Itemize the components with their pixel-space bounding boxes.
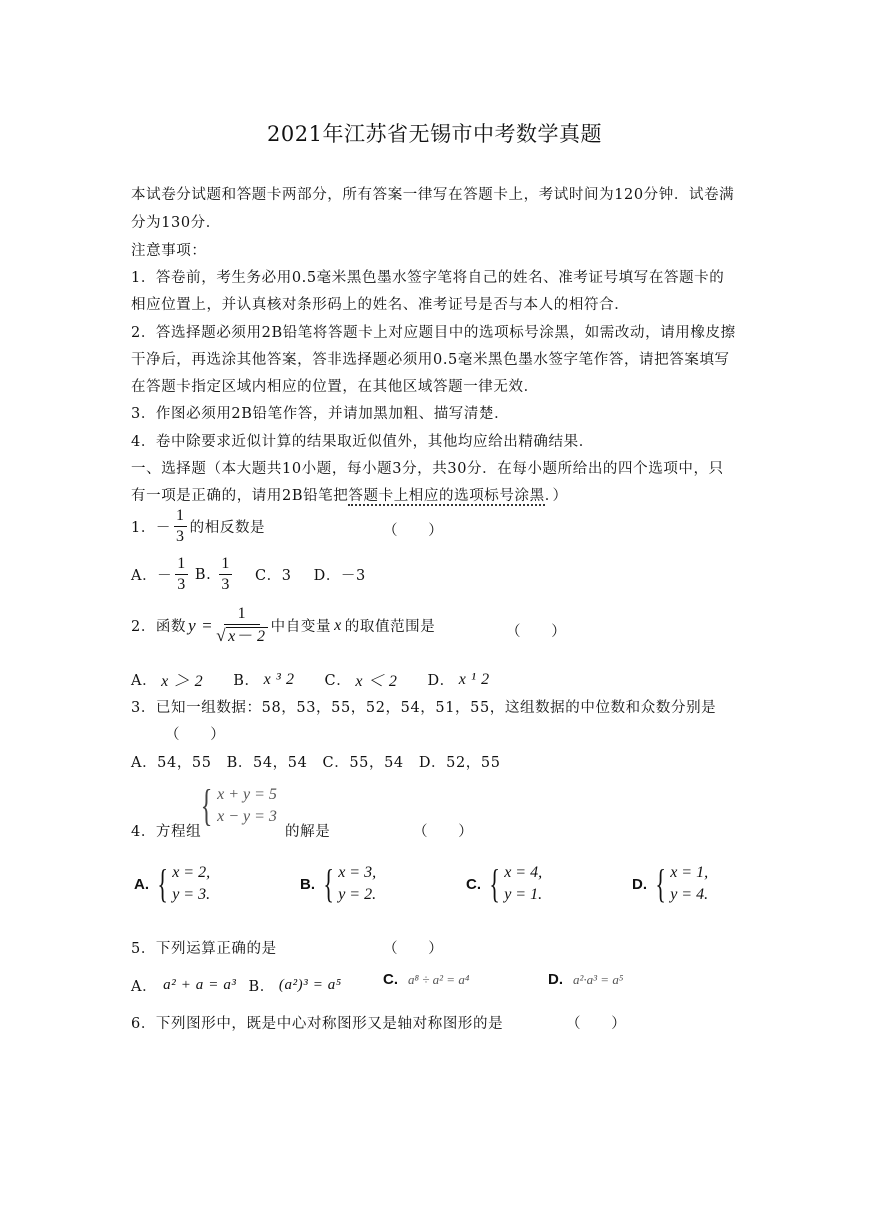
q1-suffix: 的相反数是 [189, 520, 266, 536]
question-3: 3．已知一组数据：58，53，55，52，54，51，55，这组数据的中位数和众数分别是 [131, 700, 717, 716]
q3-options: A．54，55 B．54，54 C．55，54 D．52，55 [131, 755, 501, 771]
q1-optB-den: 3 [221, 576, 230, 593]
notice-2c: 在答题卡指定区域内相应的位置，在其他区域答题一律无效． [131, 379, 539, 395]
section-heading-line-2 [131, 484, 568, 505]
q4-optB-2: y = 2. [338, 886, 377, 903]
q4-answer-paren: （ ） [413, 824, 474, 840]
q5-optD [548, 971, 623, 988]
question-2 [131, 606, 435, 645]
q2-num: 1 [224, 606, 261, 625]
q4-optC-2: y = 1. [504, 886, 543, 903]
q4-optC [466, 862, 542, 906]
q2-fraction [216, 606, 267, 645]
question-6: 6．下列图形中，既是中心对称图形又是轴对称图形的是 [131, 1016, 504, 1032]
left-brace-icon: { [157, 861, 168, 906]
q1-fraction [174, 508, 187, 545]
q5-optD-label: D. [548, 971, 563, 988]
q5-optC [383, 971, 469, 988]
q5-optA-expr: a² + a = a³ [163, 977, 237, 993]
section-line2-post: ．） [544, 488, 568, 504]
q2-optB-label: B． [233, 673, 260, 689]
q4-suffix: 的解是 [285, 824, 331, 840]
q4-optA-1: x = 2, [172, 864, 211, 881]
q2-optC-label: C． [324, 673, 352, 689]
q1-options [131, 556, 366, 593]
section-line2-pre: 有一项是正确的，请用2B铅笔把 [131, 488, 349, 504]
q4-eq2: x − y = 3 [217, 808, 277, 825]
page-title: 2021年江苏省无锡市中考数学真题 [267, 122, 602, 146]
notice-3: 3．作图必须用2B铅笔作答，并请加黑加粗、描写清楚． [131, 406, 510, 422]
left-brace-icon: { [200, 781, 213, 830]
q2-radicand: x－ 2 [228, 628, 266, 645]
q1-answer-paren: （ ） [383, 523, 444, 539]
question-1 [131, 508, 265, 545]
q1-optB-num: 1 [219, 556, 232, 575]
q2-optD-expr: x ¹ 2 [458, 670, 490, 688]
notice-1a: 1．答卷前，考生务必用0.5毫米黑色墨水签字笔将自己的姓名、准考证号填写在答题卡的 [131, 270, 725, 286]
q5-answer-paren: （ ） [383, 941, 444, 957]
q2-prefix: 2．函数 [131, 619, 187, 635]
q1-den: 3 [176, 528, 185, 545]
notice-heading: 注意事项： [131, 243, 207, 259]
intro-line-1: 本试卷分试题和答题卡两部分，所有答案一律写在答题卡上，考试时间为120分钟．试卷满 [131, 187, 735, 203]
q4-optC-label: C. [466, 875, 481, 893]
q2-optB-expr: x ³ 2 [263, 670, 295, 688]
q4-system [196, 781, 277, 830]
q1-optA-fraction [175, 556, 188, 593]
q5-options [131, 975, 342, 996]
intro-line-2: 分为130分． [131, 215, 221, 231]
question-4: 4．方程组 [131, 824, 202, 840]
q2-optA-label: A． [131, 673, 158, 689]
left-brace-icon: { [655, 861, 666, 906]
q1-optC: C．3 [254, 568, 292, 584]
q5-optA-label: A． [131, 979, 158, 995]
q4-optA-label: A. [134, 875, 149, 893]
left-brace-icon: { [323, 861, 334, 906]
q3-answer-paren: （ ） [165, 727, 226, 743]
q4-optD-2: y = 4. [670, 886, 709, 903]
q4-optA-2: y = 3. [172, 886, 211, 903]
section-heading-line-1: 一、选择题（本大题共10小题，每小题3分，共30分．在每小题所给出的四个选项中，只 [131, 461, 724, 477]
q2-options [131, 668, 490, 691]
q4-optA [134, 862, 210, 906]
radical-icon: √ [216, 626, 227, 645]
q4-optB [300, 862, 376, 906]
q5-optB-expr: (a²)³ = a⁵ [278, 977, 342, 993]
q5-optD-expr: a²·a³ = a⁵ [573, 971, 624, 987]
q6-answer-paren: （ ） [566, 1016, 627, 1032]
q1-num: 1 [174, 508, 187, 527]
q4-eq1: x + y = 5 [217, 786, 277, 803]
q1-optD: D．－3 [313, 568, 366, 584]
q2-optA-expr: x ＞ 2 [161, 673, 204, 690]
q1-optA-den: 3 [177, 576, 186, 593]
q1-optA-label: A．－ [131, 568, 173, 584]
q1-optA-num: 1 [175, 556, 188, 575]
q5-optC-label: C. [383, 971, 398, 988]
notice-2a: 2．答选择题必须用2B铅笔将答题卡上对应题目中的选项标号涂黑，如需改动，请用橡皮擦 [131, 325, 736, 341]
q4-optC-1: x = 4, [504, 864, 543, 881]
q2-optD-label: D． [427, 673, 455, 689]
q1-optB-label: B. [194, 566, 212, 583]
q4-optD-label: D. [632, 875, 647, 893]
q4-optB-1: x = 3, [338, 864, 377, 881]
section-line2-emphasis: 答题卡上相应的选项标号涂黑 [348, 488, 545, 504]
q4-optB-label: B. [300, 875, 315, 893]
q2-answer-paren: （ ） [506, 624, 567, 640]
q4-optD-1: x = 1, [670, 864, 709, 881]
q2-y-eq: y = [188, 615, 214, 635]
left-brace-icon: { [489, 861, 500, 906]
question-5: 5．下列运算正确的是 [131, 941, 277, 957]
q2-optC-expr: x ＜ 2 [355, 673, 398, 690]
notice-1b: 相应位置上，并认真核对条形码上的姓名、准考证号是否与本人的相符合． [131, 297, 630, 313]
q2-var: x [334, 616, 342, 634]
q1-prefix: 1．－ [131, 520, 172, 536]
q4-optD [632, 862, 708, 906]
q5-optB-label: B． [248, 979, 275, 995]
q2-den [216, 625, 267, 645]
q5-optC-expr: a⁸ ÷ a² = a⁴ [408, 971, 470, 987]
q1-optB-fraction [219, 556, 232, 593]
notice-4: 4．卷中除要求近似计算的结果取近似值外，其他均应给出精确结果． [131, 434, 594, 450]
q2-suffix-post: 的取值范围是 [344, 619, 436, 635]
notice-2b: 干净后，再选涂其他答案，答非选择题必须用0.5毫米黑色墨水签字笔作答，请把答案填写 [131, 352, 730, 368]
q2-suffix-pre: 中自变量 [270, 619, 332, 635]
